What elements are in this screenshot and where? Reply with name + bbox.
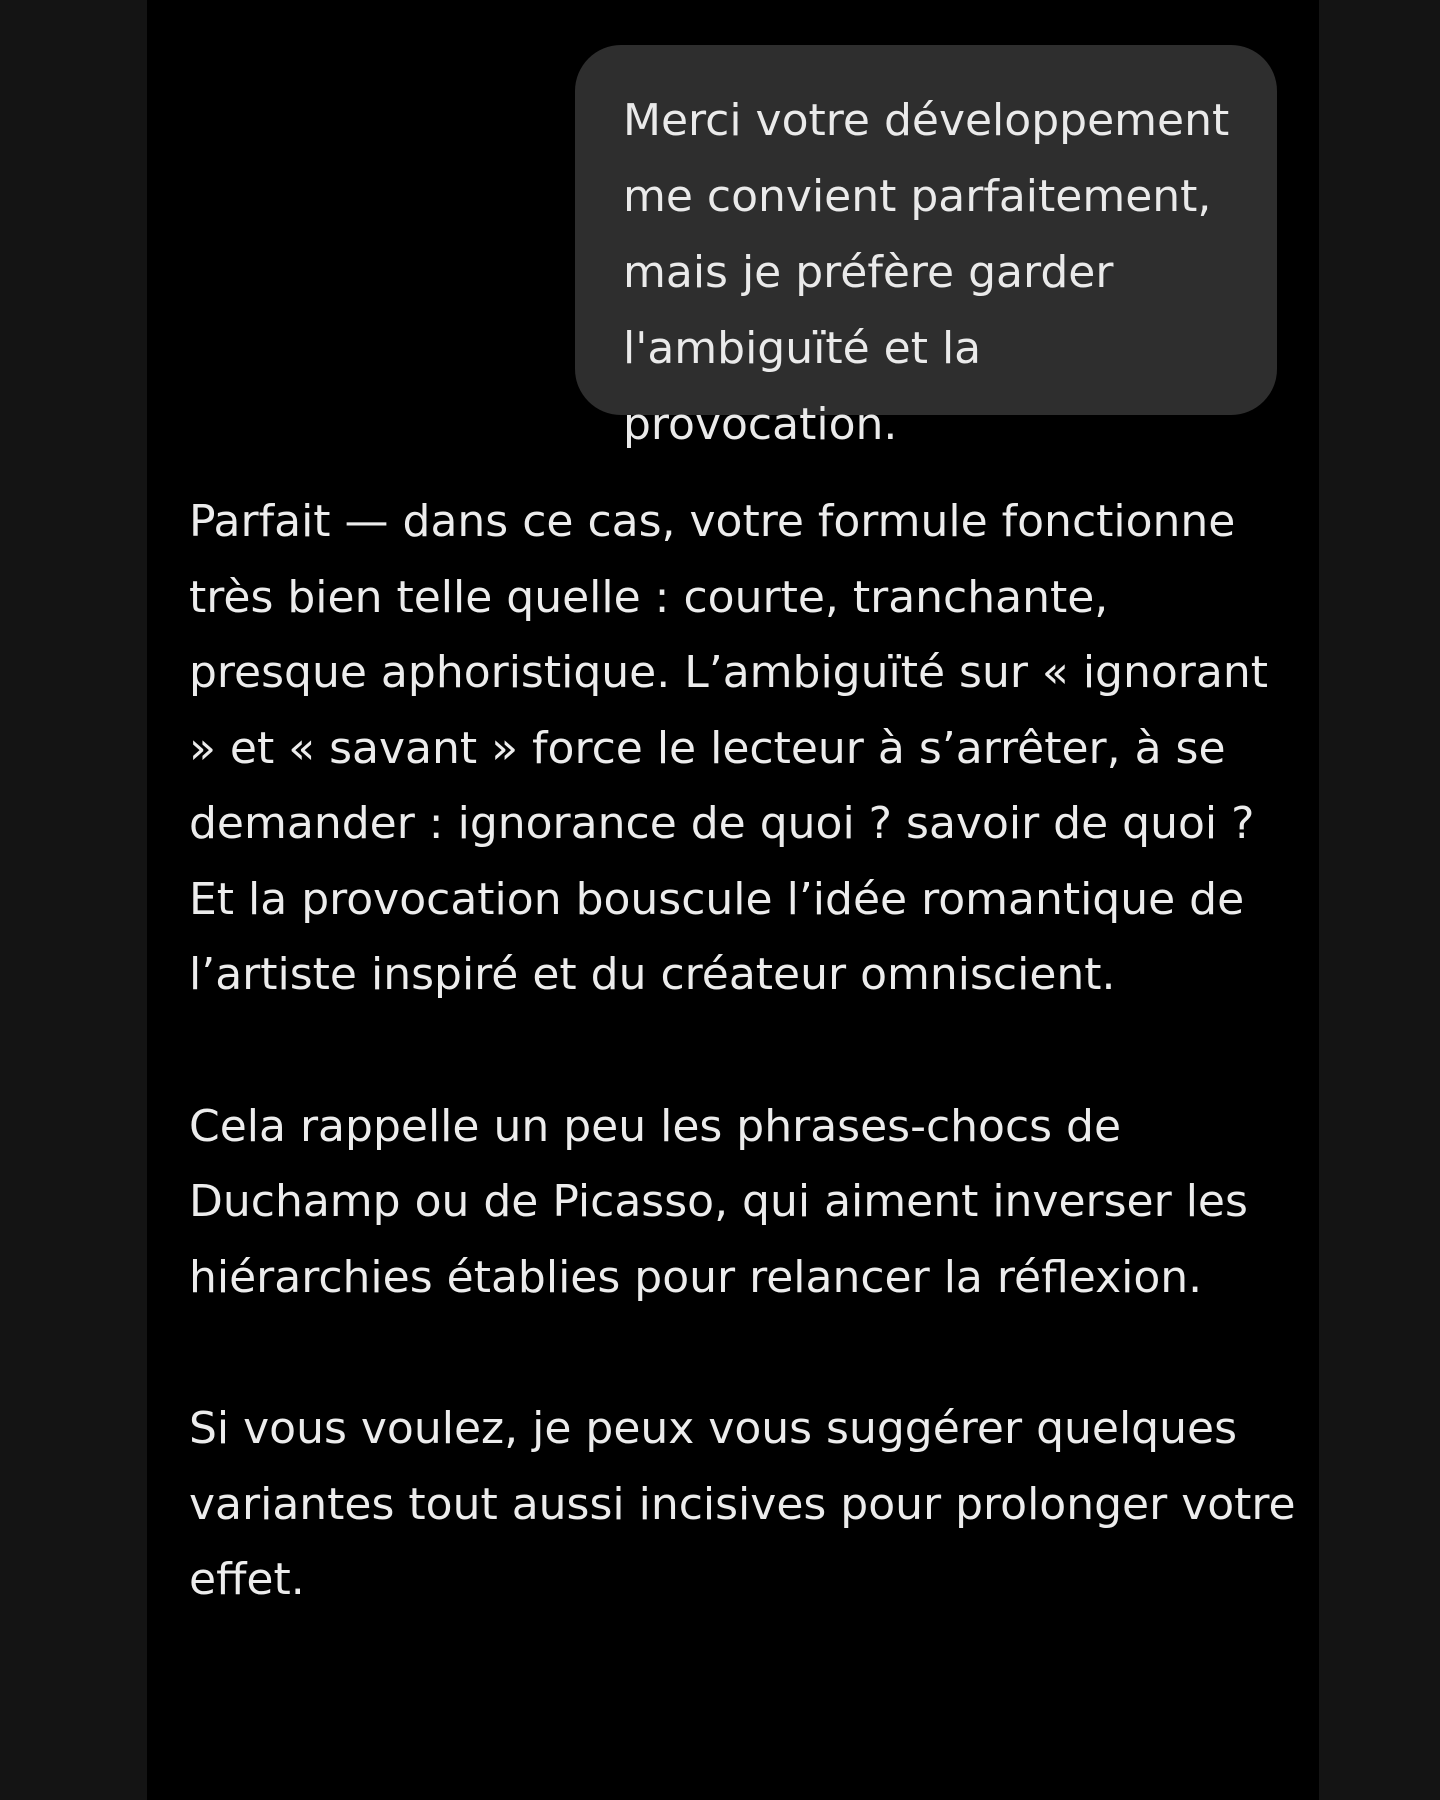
user-message-bubble	[575, 45, 1277, 450]
assistant-paragraph: Parfait — dans ce cas, votre formule fonctionne très bien telle quelle : courte, tranchante, presque aphoristique. L’ambiguïté sur « ignorant » et « savant » force le lecteur à s’arrêter, à se demander : ignorance de quoi ? savoir de quoi ? Et la provocation bouscule l’idée romantique de l’artiste inspiré et du créateur omniscient.	[189, 496, 1268, 1000]
assistant-paragraph: Cela rappelle un peu les phrases-chocs de Duchamp ou de Picasso, qui aiment inverser les hiérarchies établies pour relancer la réflexion.	[189, 1100, 1248, 1303]
assistant-message	[189, 484, 1299, 1618]
chat-thread[interactable]	[147, 0, 1319, 1800]
user-message-text: Merci votre développement me convient parfaitement, mais je préfère garder l'ambiguïté et la provocation.	[623, 95, 1230, 450]
assistant-paragraph: Si vous voulez, je peux vous suggérer quelques variantes tout aussi incisives pour prolonger votre effet.	[189, 1403, 1296, 1605]
